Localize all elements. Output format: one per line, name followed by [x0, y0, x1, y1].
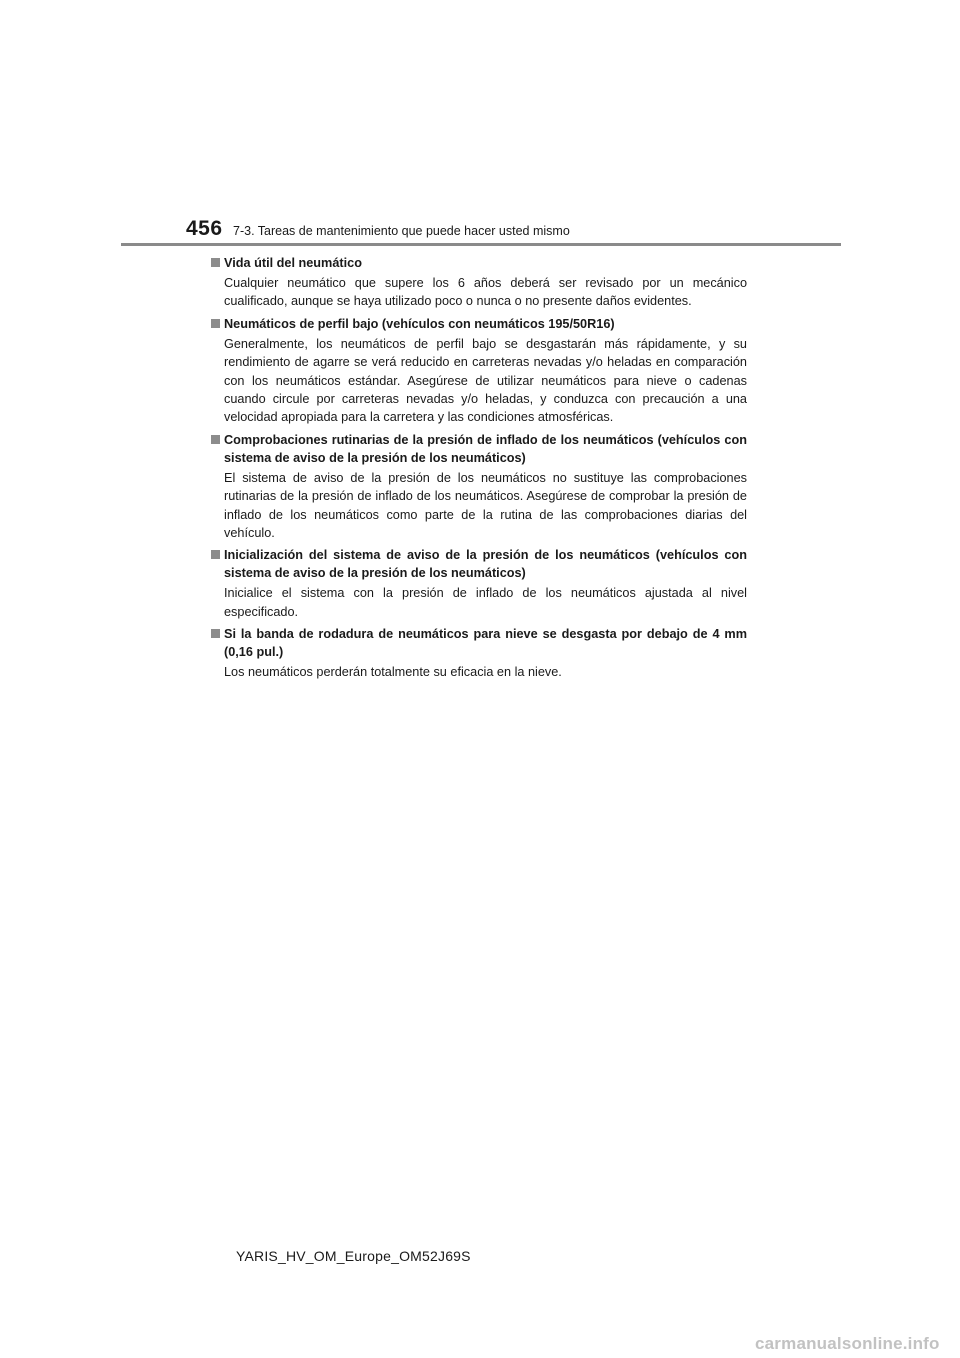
watermark: carmanualsonline.info [755, 1334, 940, 1353]
section-low-profile-tires [211, 315, 747, 427]
section-body: Generalmente, los neumáticos de perfil bajo se desgastarán más rápidamente, y su rendimiento de agarre se verá reducido en carreteras nevadas y/o heladas en comparación con los neumáticos estándar. Asegúrese de utilizar neumáticos para nieve o cadenas cuando circule por carreteras nevadas y/o heladas, y conduzca con precaución a una velocidad apropiada para la carretera y las condiciones atmosféricas. [224, 336, 747, 425]
section-heading [211, 625, 747, 661]
section-body: Los neumáticos perderán totalmente su eficacia en la nieve. [224, 665, 562, 680]
section-heading-text: Si la banda de rodadura de neumáticos para nieve se desgasta por debajo de 4 mm (0,16 pul.) [224, 627, 747, 660]
document-code-footer: YARIS_HV_OM_Europe_OM52J69S [236, 1248, 471, 1264]
running-head: 7-3. Tareas de mantenimiento que puede hacer usted mismo [233, 224, 570, 238]
section-tire-life [211, 254, 747, 311]
section-pressure-warning-initialization [211, 546, 747, 621]
section-body: El sistema de aviso de la presión de los neumáticos no sustituye las comprobaciones rutinarias de la presión de inflado de los neumáticos. Asegúrese de comprobar la presión de inflado de los neumáticos como parte de la rutina de las comprobaciones diarias del vehículo. [224, 470, 747, 541]
square-bullet-icon [211, 435, 220, 444]
section-body: Inicialice el sistema con la presión de inflado de los neumáticos ajustada al nivel especificado. [224, 586, 747, 619]
section-heading-text: Inicialización del sistema de aviso de la presión de los neumáticos (vehículos con sistema de aviso de la presión de los neumáticos) [224, 548, 747, 581]
square-bullet-icon [211, 258, 220, 267]
section-heading [211, 315, 747, 333]
section-heading-text: Neumáticos de perfil bajo (vehículos con neumáticos 195/50R16) [224, 316, 615, 331]
page-content [211, 254, 747, 686]
header-divider [121, 243, 841, 246]
section-heading-text: Vida útil del neumático [224, 256, 362, 270]
square-bullet-icon [211, 629, 220, 638]
section-heading-text: Comprobaciones rutinarias de la presión de inflado de los neumáticos (vehículos con sistema de aviso de la presión de los neumáticos) [224, 432, 747, 465]
square-bullet-icon [211, 550, 220, 559]
section-routine-pressure-checks [211, 431, 747, 543]
square-bullet-icon [211, 319, 220, 328]
section-snow-tire-tread-wear [211, 625, 747, 681]
section-heading [211, 254, 747, 272]
section-heading [211, 546, 747, 582]
page-number: 456 [186, 217, 223, 240]
section-heading [211, 431, 747, 467]
section-body: Cualquier neumático que supere los 6 años deberá ser revisado por un mecánico cualificado, aunque se haya utilizado poco o nunca o no presente daños evidentes. [224, 276, 747, 309]
